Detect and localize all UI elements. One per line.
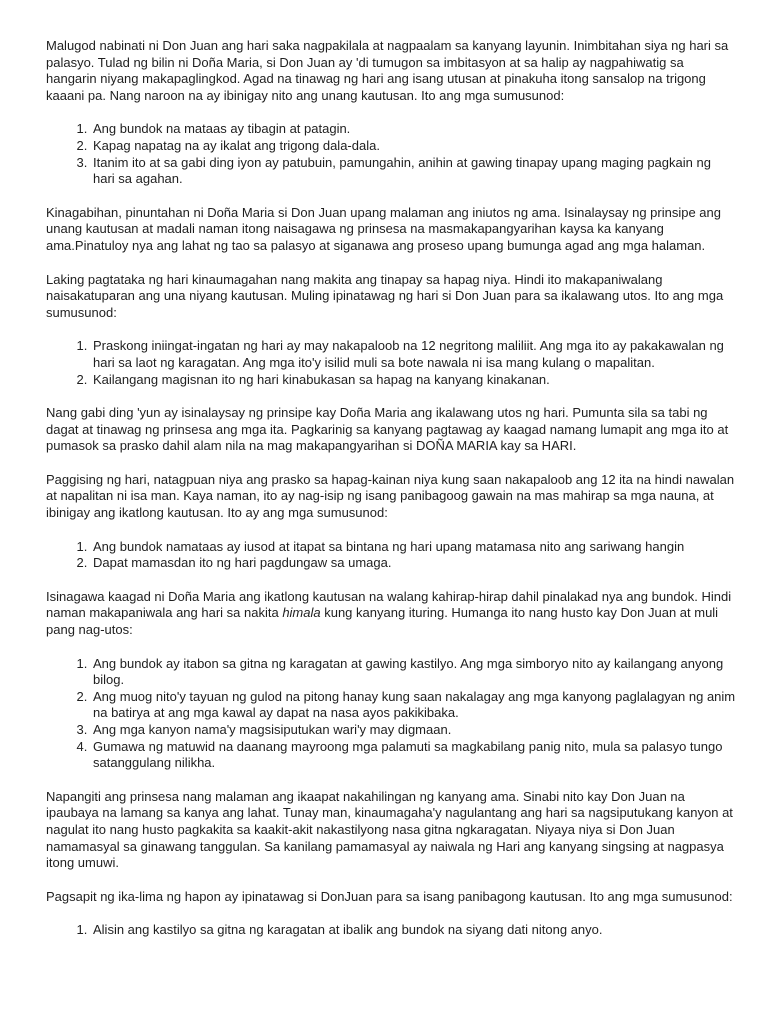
list-item: 2. Ang muog nito'y tayuan ng gulod na pitong hanay kung saan nakalagay ang mga kanyong paglalagyan ng anim na batirya at ang mga kawal ay dapat na nasa ayos pakikibaka. xyxy=(91,689,736,722)
list-item: 1. Praskong iniingat-ingatan ng hari ay may nakapaloob na 12 negritong maliliit. Ang mga ito ay pakakawalan ng hari sa laot ng karagatan. Ang mga ito'y isilid muli sa bote nawala ni isa mang kulang o mapalitan. xyxy=(91,338,736,371)
list-item: 2. Kailangang magisnan ito ng hari kinabukasan sa hapag na kanyang kinakanan. xyxy=(91,372,736,389)
list-item: 4. Gumawa ng matuwid na daanang mayroong mga palamuti sa magkabilang panig nito, mula sa palasyo tungo satanggulang nilikha. xyxy=(91,739,736,772)
list-item: 1. Ang bundok namataas ay iusod at itapat sa bintana ng hari upang matamasa nito ang sariwang hangin xyxy=(91,539,736,556)
italic-word: himala xyxy=(282,605,321,621)
paragraph-third-order-intro: Paggising ng hari, natagpuan niya ang prasko sa hapag-kainan niya kung saan nakapaloob ang 12 ita na hindi nawalan at napalitan ni isa man. Kaya naman, ito ay nag-isip ng isang panibagoog gawain na mas mahirap sa mga nauna, at ibinigay ang ikatlong kautusan. Ito ay ang mga sumusunod: xyxy=(46,471,735,521)
list-item: 2. Kapag napatag na ay ikalat ang trigong dala-dala. xyxy=(91,138,736,155)
list-first-orders xyxy=(46,121,736,187)
paragraph-king-amazed: Laking pagtataka ng hari kinaumagahan nang makita ang tinapay sa hapag niya. Hindi ito makapaniwalang naisakatuparan ang una niyang kautusan. Muling ipinatawag ng hari si Don Juan para sa ikalawang utos. Ito ang mga sumusunod: xyxy=(46,271,724,320)
paragraph-castle-visit: Napangiti ang prinsesa nang malaman ang ikaapat nakahilingan ng kanyang ama. Sinabi nito kay Don Juan na ipaubaya na lamang sa kanya ang lahat. Tunay man, kinaumagaha'y nagulantang ang hari sa nagsiputukang kanyon at nagulat ito nang husto pagkakita sa kaakit-akit nakastilyong nasa gitna ngkaragatan. Niyaya niya si Don Juan namamasyal sa ginawang tanggulan. Sa kanilang pamamasyal ay naiwala ng Hari ang kanyang singsing at nagpasya itong umuwi. xyxy=(46,788,733,871)
list-second-orders xyxy=(46,338,736,388)
list-fourth-orders xyxy=(46,656,736,772)
list-item: 1. Ang bundok na mataas ay tibagin at patagin. xyxy=(91,121,736,138)
paragraph-text-before: Isinagawa kaagad ni Doña Maria ang ikatlong kautusan na walang kahirap-hirap dahil pinalakad nya ang bundok. Hindi naman makapaniwala ang hari sa nakita xyxy=(46,588,732,621)
list-item: 1. Ang bundok ay itabon sa gitna ng karagatan at gawing kastilyo. Ang mga simboryo nito ay kailangang anyong bilog. xyxy=(91,656,736,689)
list-item: 3. Ang mga kanyon nama'y magsisiputukan wari'y may digmaan. xyxy=(91,722,736,739)
paragraph-second-task-done: Nang gabi ding 'yun ay isinalaysay ng prinsipe kay Doña Maria ang ikalawang utos ng hari. Pumunta sila sa tabi ng dagat at tinawag ng prinsesa ang mga ita. Pagkarinig sa kanyang pagtawag ay kaagad namang lumapit ang mga ito at pumasok sa prasko dahil alam nila na mag makapangyarihan si DOÑA MARIA kay sa HARI. xyxy=(46,405,729,454)
list-item: 3. Itanim ito at sa gabi ding iyon ay patubuin, pamungahin, anihin at gawing tinapay upang maging pagkain ng hari sa agahan. xyxy=(91,155,736,188)
paragraph-fifth-order-intro: Pagsapit ng ika-lima ng hapon ay ipinatawag si DonJuan para sa isang panibagong kautusan. Ito ang mga sumusunod: xyxy=(46,888,733,904)
paragraph-text-after: kung kanyang ituring. Humanga ito nang husto kay Don Juan at muli pang nag-utos: xyxy=(46,605,719,638)
list-item: 1. Alisin ang kastilyo sa gitna ng karagatan at ibalik ang bundok na siyang dati nitong anyo. xyxy=(91,922,736,939)
list-third-orders xyxy=(46,539,736,572)
list-item: 2. Dapat mamasdan ito ng hari pagdungaw sa umaga. xyxy=(91,555,736,572)
paragraph-first-task-done: Kinagabihan, pinuntahan ni Doña Maria si Don Juan upang malaman ang iniutos ng ama. Isinalaysay ng prinsipe ang unang kautusan at madali naman itong naisagawa ng prinsesa na masmakapangyarihan kaysa ka kanyang ama.Pinatuloy nya ang lahat ng tao sa palasyo at siganawa ang proseso upang bumunga agad ang mga halaman. xyxy=(46,204,721,253)
paragraph-invitation: Malugod nabinati ni Don Juan ang hari saka nagpakilala at nagpaalam sa kanyang layunin. Inimbitahan siya ng hari sa palasyo. Tulad ng bilin ni Doña Maria, si Don Juan ay 'di tumugon sa imbitasyon at sa halip ay nagpahiwatig sa hangarin niyang makapaglingkod. Agad na tinawag ng hari ang isang utusan at pinakuha itong sansalop na trigong kaaani pa. Nang naroon na ay ibinigay nito ang unang kautusan. Ito ang mga sumusunod: xyxy=(46,38,729,103)
document-body xyxy=(46,38,736,956)
list-fifth-orders xyxy=(46,922,736,939)
paragraph-fourth-order-intro xyxy=(46,589,736,639)
